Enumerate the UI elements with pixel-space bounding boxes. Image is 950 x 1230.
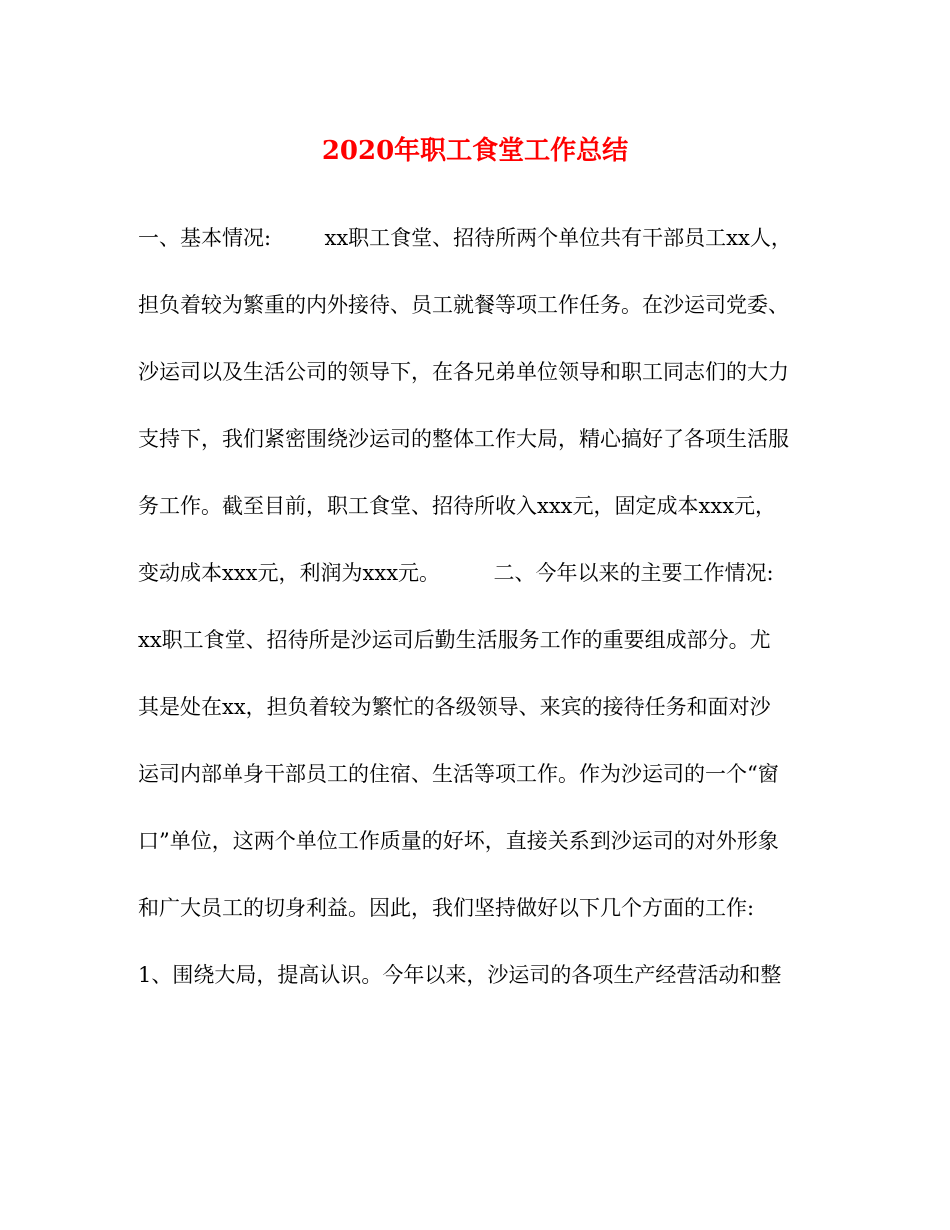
body-line-10: 口”单位，这两个单位工作质量的好坏，直接关系到沙运司的对外形象	[138, 829, 779, 853]
body-line-9: 运司内部单身干部员工的住宿、生活等项工作。作为沙运司的一个“窗	[138, 762, 779, 786]
body-line-7: xx职工食堂、招待所是沙运司后勤生活服务工作的重要组成部分。尤	[138, 628, 771, 652]
body-line-6: 变动成本xxx元，利润为xxx元。 二、今年以来的主要工作情况:	[138, 561, 774, 585]
body-line-3: 沙运司以及生活公司的领导下，在各兄弟单位领导和职工同志们的大力	[138, 360, 789, 384]
body-line-4: 支持下，我们紧密围绕沙运司的整体工作大局，精心搞好了各项生活服	[138, 427, 789, 451]
body-line-8: 其是处在xx，担负着较为繁忙的各级领导、来宾的接待任务和面对沙	[138, 695, 771, 719]
body-line-12: 1、围绕大局，提高认识。今年以来，沙运司的各项生产经营活动和整	[138, 963, 782, 987]
body-line-5: 务工作。截至目前，职工食堂、招待所收入xxx元，固定成本xxx元，	[138, 494, 777, 518]
body-line-1: 一、基本情况: xx职工食堂、招待所两个单位共有干部员工xx人，	[138, 226, 792, 250]
body-line-2: 担负着较为繁重的内外接待、员工就餐等项工作任务。在沙运司党委、	[138, 293, 789, 317]
body-line-11: 和广大员工的切身利益。因此，我们坚持做好以下几个方面的工作:	[138, 896, 755, 920]
document-title: 2020年职工食堂工作总结	[321, 136, 629, 166]
